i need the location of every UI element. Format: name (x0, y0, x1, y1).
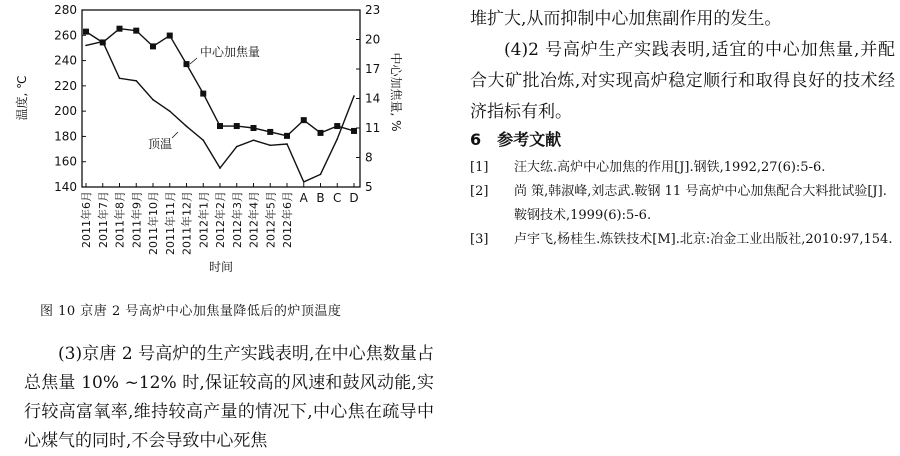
series-point-center-coke (217, 123, 223, 129)
x-tick-label: 2011年11月 (163, 191, 177, 255)
paragraph-4: (4)2 号高炉生产实践表明,适宜的中心加焦量,并配合大矿批冶炼,对实现高炉稳定顺行和取得良好的技术经济指标有利。 (470, 40, 895, 122)
section-number: 6 (470, 130, 482, 149)
reference-text: 尚 策,韩淑峰,刘志武.鞍钢 11 号高炉中心加焦配合大料批试验[J].鞍钢技术,1999(6):5-6. (514, 184, 887, 223)
plot-frame (82, 10, 360, 187)
reference-item (470, 156, 895, 180)
left-tick-label: 140 (54, 180, 77, 194)
x-tick-label: 2011年9月 (130, 191, 144, 248)
left-column-text (24, 340, 434, 456)
series-point-top-temp (253, 139, 255, 141)
series-point-top-temp (85, 45, 87, 47)
series-point-top-temp (219, 167, 221, 169)
right-tick-label: 5 (365, 180, 373, 194)
left-tick-label: 220 (54, 78, 77, 93)
x-tick-label: 2011年8月 (113, 191, 127, 248)
x-tick-label: 2011年7月 (96, 191, 110, 248)
left-tick-label: 240 (54, 53, 77, 68)
series-point-center-coke (83, 29, 89, 35)
series-point-center-coke (200, 91, 206, 97)
series-label-coke-leader (190, 58, 197, 64)
series-point-top-temp (286, 143, 288, 145)
x-tick-label: B (316, 191, 325, 205)
left-tick-label: 180 (54, 129, 77, 144)
series-label-top-temp: 顶温 (148, 137, 173, 151)
series-point-top-temp (152, 99, 154, 101)
left-tick-label: 280 (54, 3, 77, 17)
left-tick-label: 200 (54, 104, 77, 119)
right-tick-label: 17 (365, 62, 381, 76)
x-axis-ticks (79, 183, 359, 255)
x-tick-label: 2012年3月 (230, 191, 244, 248)
x-tick-label: 2012年2月 (214, 191, 227, 248)
series-point-center-coke (117, 26, 123, 32)
series-point-top-temp (169, 110, 171, 112)
right-tick-label: 23 (365, 3, 381, 17)
series-point-top-temp (135, 80, 137, 82)
series-point-center-coke (301, 117, 307, 123)
series-point-center-coke (133, 28, 139, 34)
series-label-coke: 中心加焦量 (200, 45, 261, 59)
reference-number: [3] (470, 232, 489, 247)
left-axis-ticks (54, 3, 86, 194)
series-point-top-temp (353, 95, 355, 97)
x-tick-label: 2012年5月 (264, 191, 278, 248)
series-point-top-temp (186, 126, 188, 128)
series-point-top-temp (320, 174, 322, 176)
reference-number: [1] (470, 160, 489, 175)
references-heading (470, 127, 561, 150)
left-tick-label: 260 (54, 28, 77, 43)
left-tick-label: 160 (54, 154, 77, 169)
x-tick-label: C (333, 191, 342, 205)
series-point-center-coke (334, 123, 340, 129)
series-point-center-coke (234, 123, 240, 129)
series-point-center-coke (251, 125, 257, 131)
reference-number: [2] (470, 184, 489, 199)
x-tick-label: 2012年1月 (197, 191, 211, 248)
reference-item (470, 180, 895, 228)
series-point-top-temp (102, 41, 104, 43)
reference-item (470, 228, 895, 252)
series-point-top-temp (236, 146, 238, 148)
paragraph-3: (3)京唐 2 号高炉的生产实践表明,在中心焦数量占总焦量 10% ~12% 时,保证较高的风速和鼓风动能,实行较高富氧率,维持较高产量的情况下,中心焦在疏导中心煤气的同时,不会导致中心死焦 (24, 344, 434, 451)
line-chart (0, 0, 460, 300)
x-tick-label: D (349, 191, 359, 205)
series-point-top-temp (269, 144, 271, 146)
series-point-top-temp (336, 138, 338, 140)
right-tick-label: 8 (365, 150, 373, 165)
series-point-center-coke (267, 129, 273, 135)
series-point-center-coke (167, 33, 173, 39)
left-axis-label: 温度, ℃ (15, 75, 29, 121)
series-point-top-temp (119, 77, 121, 79)
series-line-top-temp (86, 42, 354, 182)
series-point-center-coke (150, 43, 156, 49)
x-axis-label: 时间 (208, 260, 234, 274)
series-point-center-coke (184, 61, 190, 67)
right-column-text (470, 4, 895, 128)
x-tick-label: 2011年12月 (180, 191, 194, 255)
series-point-center-coke (318, 130, 324, 136)
x-tick-label: A (299, 191, 308, 205)
series-point-center-coke (284, 133, 290, 139)
x-tick-label: 2012年4月 (247, 191, 261, 248)
x-tick-label: 2012年6月 (281, 191, 294, 248)
series-point-top-temp (303, 181, 305, 183)
references-list (470, 156, 895, 252)
series-label-top-temp-leader (172, 132, 178, 138)
figure-caption: 图 10 京唐 2 号高炉中心加焦量降低后的炉顶温度 (40, 304, 342, 319)
right-axis-label: 中心加焦量, % (389, 52, 403, 132)
right-tick-label: 14 (365, 91, 381, 106)
series-point-center-coke (351, 128, 357, 134)
x-tick-label: 2011年6月 (80, 191, 93, 248)
x-tick-label: 2011年10月 (147, 191, 160, 255)
section-title: 参考文献 (497, 130, 562, 149)
paragraph-continued: 堆扩大,从而抑制中心加焦副作用的发生。 (470, 9, 782, 29)
right-tick-label: 11 (365, 121, 381, 135)
series-point-top-temp (202, 139, 204, 141)
reference-text: 汪大纮.高炉中心加焦的作用[J].钢铁,1992,27(6):5-6. (514, 160, 826, 175)
reference-text: 卢宇飞,杨桂生.炼铁技术[M].北京:冶金工业出版社,2010:97,154. (514, 232, 893, 247)
right-tick-label: 20 (365, 32, 381, 47)
